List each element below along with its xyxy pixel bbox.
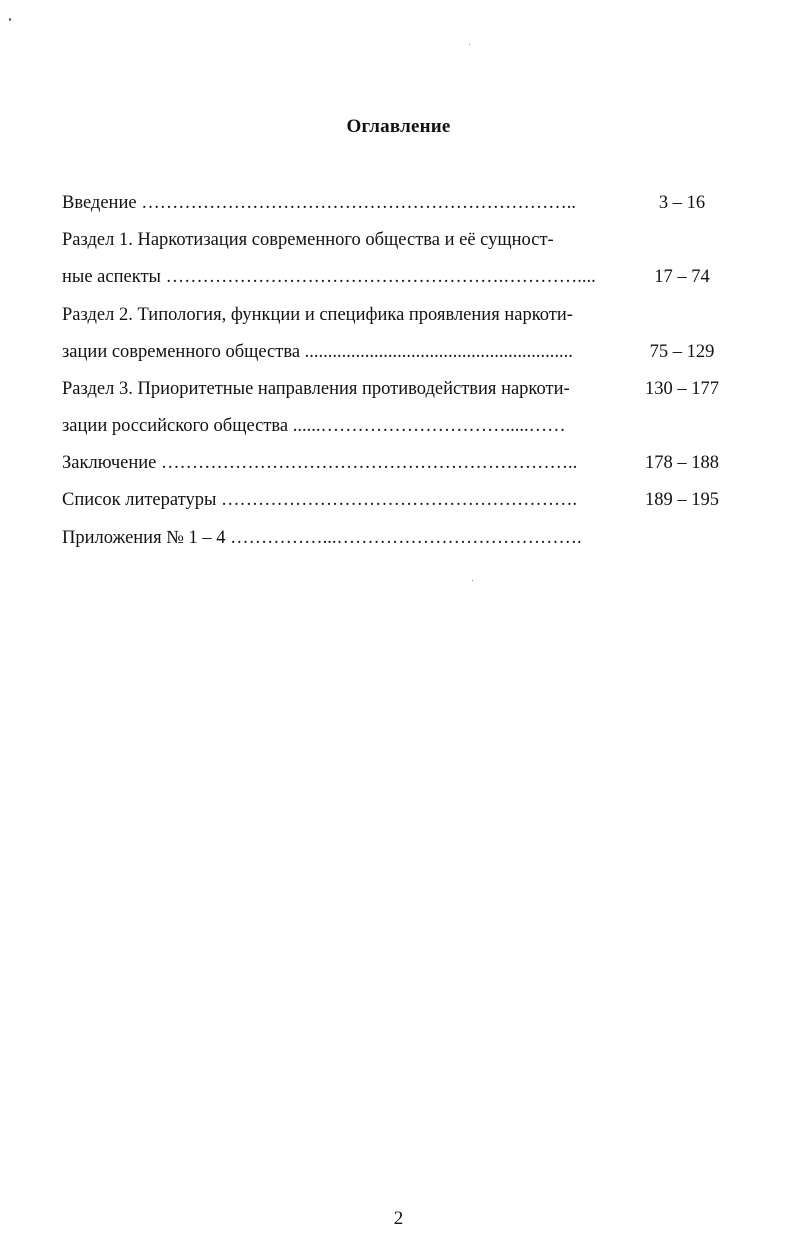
- toc-entry-text: ные аспекты ……………………………………………….…………....: [62, 267, 596, 287]
- toc-entry-text: Раздел 2. Типология, функции и специфика проявления наркоти-: [62, 305, 573, 325]
- page-number: 2: [393, 1208, 404, 1229]
- scan-speck: [469, 44, 470, 45]
- toc-entry-text: зации российского общества ......………………………….....……: [62, 416, 566, 436]
- toc-entry-text: Заключение …………………………………………………………..: [62, 453, 578, 473]
- toc-entry-text: Раздел 1. Наркотизация современного общества и её сущност-: [62, 230, 554, 250]
- toc-entry-pages: 130 – 177: [645, 379, 719, 399]
- toc-entry-text: Введение ……………………………………………………………..: [62, 193, 576, 213]
- toc-entry-text: зации современного общества ..........................................................: [62, 342, 573, 362]
- toc-entry-text: Приложения № 1 – 4 ……………...………………………………….: [62, 528, 582, 548]
- scan-speck: [9, 18, 11, 21]
- toc-entry-text: Список литературы ………………………………………………….: [62, 490, 578, 510]
- toc-entry-pages: 3 – 16: [658, 193, 706, 213]
- toc-entry-pages: 189 – 195: [645, 490, 719, 510]
- toc-entry-pages: 178 – 188: [645, 453, 719, 473]
- toc-entry-pages: 17 – 74: [654, 267, 710, 287]
- toc-entry-text: Раздел 3. Приоритетные направления противодействия наркоти-: [62, 379, 570, 399]
- toc-entry-pages: 75 – 129: [649, 342, 715, 362]
- scan-speck: [472, 580, 473, 581]
- page-title: Оглавление: [346, 116, 451, 137]
